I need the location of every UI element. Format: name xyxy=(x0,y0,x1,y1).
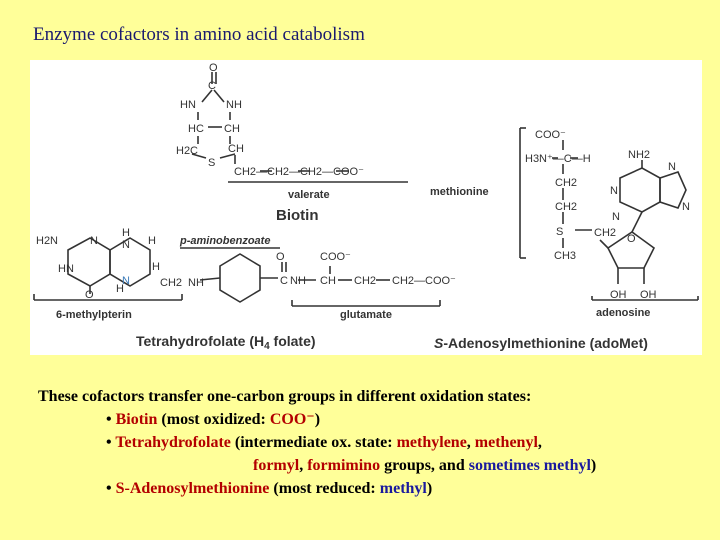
slide-title: Enzyme cofactors in amino acid catabolism xyxy=(33,24,365,45)
svg-text:N: N xyxy=(122,239,130,251)
text-span: , xyxy=(537,434,542,451)
methylene-term: methylene xyxy=(396,434,467,451)
sam-term: S-Adenosylmethionine xyxy=(115,480,270,497)
svg-text:CH: CH xyxy=(224,123,240,135)
svg-text:NH: NH xyxy=(290,275,306,287)
methyl-term: methyl xyxy=(379,480,427,497)
svg-text:O: O xyxy=(85,289,94,301)
svg-text:S: S xyxy=(556,226,564,238)
text-span: groups, and xyxy=(380,457,469,474)
thf-label: Tetrahydrofolate ($H_4$ folate) xyxy=(136,333,316,352)
adenosine-label: adenosine xyxy=(596,307,651,319)
valerate-label: valerate xyxy=(288,189,330,201)
sometimes-methyl-term: sometimes methyl xyxy=(468,457,591,474)
text-span: , xyxy=(466,434,475,451)
svg-text:H: H xyxy=(148,235,156,247)
sam-label: S-Adenosylmethionine (adoMet) xyxy=(434,335,648,351)
svg-text:N: N xyxy=(682,201,690,213)
svg-text:O: O xyxy=(209,62,218,74)
svg-text:H2N: H2N xyxy=(36,235,59,247)
biotin-chain: CH2—CH2—CH2—COO⁻ xyxy=(234,166,364,178)
pterin-label: 6-methylpterin xyxy=(56,309,132,321)
formimino-term: formimino xyxy=(307,457,381,474)
bullet-thf xyxy=(38,431,708,454)
methionine-label: methionine xyxy=(430,186,489,198)
biotin-label: Biotin xyxy=(276,207,319,224)
bullet-thf-cont xyxy=(38,454,708,477)
description-block xyxy=(38,385,708,500)
text-span: (most reduced: xyxy=(269,480,380,497)
svg-text:O: O xyxy=(627,233,636,245)
svg-text:NH: NH xyxy=(188,277,204,289)
svg-text:NH: NH xyxy=(226,99,242,111)
svg-text:C: C xyxy=(280,275,288,287)
svg-text:N: N xyxy=(90,235,98,247)
coo-term: COO⁻ xyxy=(269,411,315,428)
svg-text:C: C xyxy=(208,80,216,92)
svg-text:CH: CH xyxy=(228,143,244,155)
bullet-sam xyxy=(38,477,708,500)
paba-label: p-aminobenzoate xyxy=(180,235,271,247)
svg-text:OH: OH xyxy=(640,289,657,301)
svg-text:CH2: CH2 xyxy=(160,277,183,289)
svg-text:H: H xyxy=(116,283,124,295)
intro-line: These cofactors transfer one-carbon groups in different oxidation states: xyxy=(38,388,532,405)
text-span: , xyxy=(299,457,308,474)
text-span: ) xyxy=(314,411,321,428)
cofactor-structures-figure xyxy=(30,60,702,355)
svg-text:CH2: CH2 xyxy=(354,275,377,287)
svg-text:HC: HC xyxy=(188,123,204,135)
svg-text:CH2: CH2 xyxy=(555,201,578,213)
bullet-marker: • xyxy=(106,480,112,497)
text-span: (most oxidized: xyxy=(157,411,270,428)
formyl-term: formyl xyxy=(253,457,300,474)
svg-text:CH2—COO⁻: CH2—COO⁻ xyxy=(392,275,456,287)
svg-text:HN: HN xyxy=(58,263,74,275)
svg-text:OH: OH xyxy=(610,289,627,301)
svg-text:COO⁻: COO⁻ xyxy=(535,129,566,141)
svg-text:N: N xyxy=(668,161,676,173)
thf-term: Tetrahydrofolate xyxy=(115,434,231,451)
svg-text:HN: HN xyxy=(180,99,196,111)
text-span: (intermediate ox. state: xyxy=(230,434,397,451)
bullet-biotin xyxy=(38,408,708,431)
svg-text:CH2: CH2 xyxy=(594,227,617,239)
svg-text:N: N xyxy=(610,185,618,197)
biotin-term: Biotin xyxy=(115,411,158,428)
bullet-marker: • xyxy=(106,434,112,451)
svg-text:H: H xyxy=(122,227,130,239)
bullet-marker: • xyxy=(106,411,112,428)
svg-text:N: N xyxy=(612,211,620,223)
svg-text:H: H xyxy=(152,261,160,273)
svg-text:S: S xyxy=(208,157,216,169)
svg-text:CH2: CH2 xyxy=(555,177,578,189)
structures-svg xyxy=(30,60,702,355)
svg-text:H2C: H2C xyxy=(176,145,199,157)
text-span: ) xyxy=(590,457,597,474)
svg-text:CH: CH xyxy=(320,275,336,287)
svg-text:NH2: NH2 xyxy=(628,149,651,161)
svg-text:H3N⁺—C—H: H3N⁺—C—H xyxy=(525,153,591,165)
svg-text:O: O xyxy=(276,251,285,263)
text-span: ) xyxy=(426,480,433,497)
methenyl-term: methenyl xyxy=(474,434,538,451)
svg-text:CH3: CH3 xyxy=(554,250,577,262)
svg-text:COO⁻: COO⁻ xyxy=(320,251,351,263)
glutamate-label: glutamate xyxy=(340,309,392,321)
svg-text:N: N xyxy=(122,275,130,287)
